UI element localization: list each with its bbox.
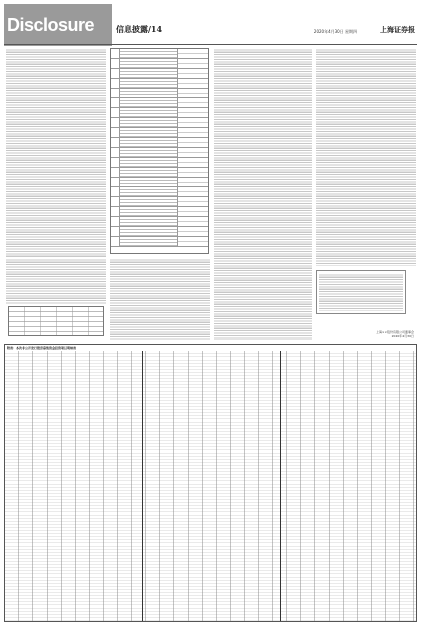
table-row: [111, 69, 208, 79]
table-grid: [5, 351, 416, 621]
table-row: [111, 158, 208, 168]
table-row: [111, 79, 208, 89]
table-row: [111, 108, 208, 118]
body-text-block: [6, 258, 106, 304]
table-row: [111, 207, 208, 217]
table-row: [111, 217, 208, 227]
table-row: [111, 187, 208, 197]
table-row: [111, 49, 208, 59]
signoff-date: 2020年4月30日: [391, 334, 414, 338]
table-row: [111, 128, 208, 138]
disclosure-banner: Disclosure: [4, 4, 112, 46]
text-column-4: [316, 48, 416, 266]
section-title: 信息披露/14: [116, 24, 163, 34]
header-rule: [4, 44, 417, 45]
table-panel-divider: [142, 351, 143, 621]
text-column-1b: [6, 258, 106, 304]
table-title: 附表：本次非公开发行股票募集资金投资项目明细表: [7, 346, 77, 350]
text-column-2: [110, 258, 210, 340]
contact-box: [316, 270, 406, 314]
body-text-block: [110, 258, 210, 340]
table-row: [111, 89, 208, 99]
account-table: [110, 48, 209, 254]
table-row: [111, 138, 208, 148]
table-row: [111, 237, 208, 247]
table-row: [111, 118, 208, 128]
page-header: [4, 4, 417, 46]
contact-text: [319, 273, 403, 311]
table-row: [111, 178, 208, 188]
table-panel-divider: [280, 351, 281, 621]
summary-table: [8, 306, 104, 336]
newspaper-masthead: 上海证券报: [380, 25, 415, 34]
project-detail-table: [4, 344, 417, 622]
text-column-3: [214, 48, 312, 340]
table-row: [111, 148, 208, 158]
body-text-block: [316, 48, 416, 266]
signoff: [316, 330, 414, 338]
table-row: [111, 98, 208, 108]
table-row: [111, 227, 208, 237]
table-row: [111, 59, 208, 69]
signoff-company: 上海××股份有限公司董事会: [375, 330, 414, 334]
table-row: [111, 168, 208, 178]
body-text-block: [214, 48, 312, 340]
publish-date: 2020年4月30日 星期四: [313, 29, 357, 34]
table-row: [111, 197, 208, 207]
